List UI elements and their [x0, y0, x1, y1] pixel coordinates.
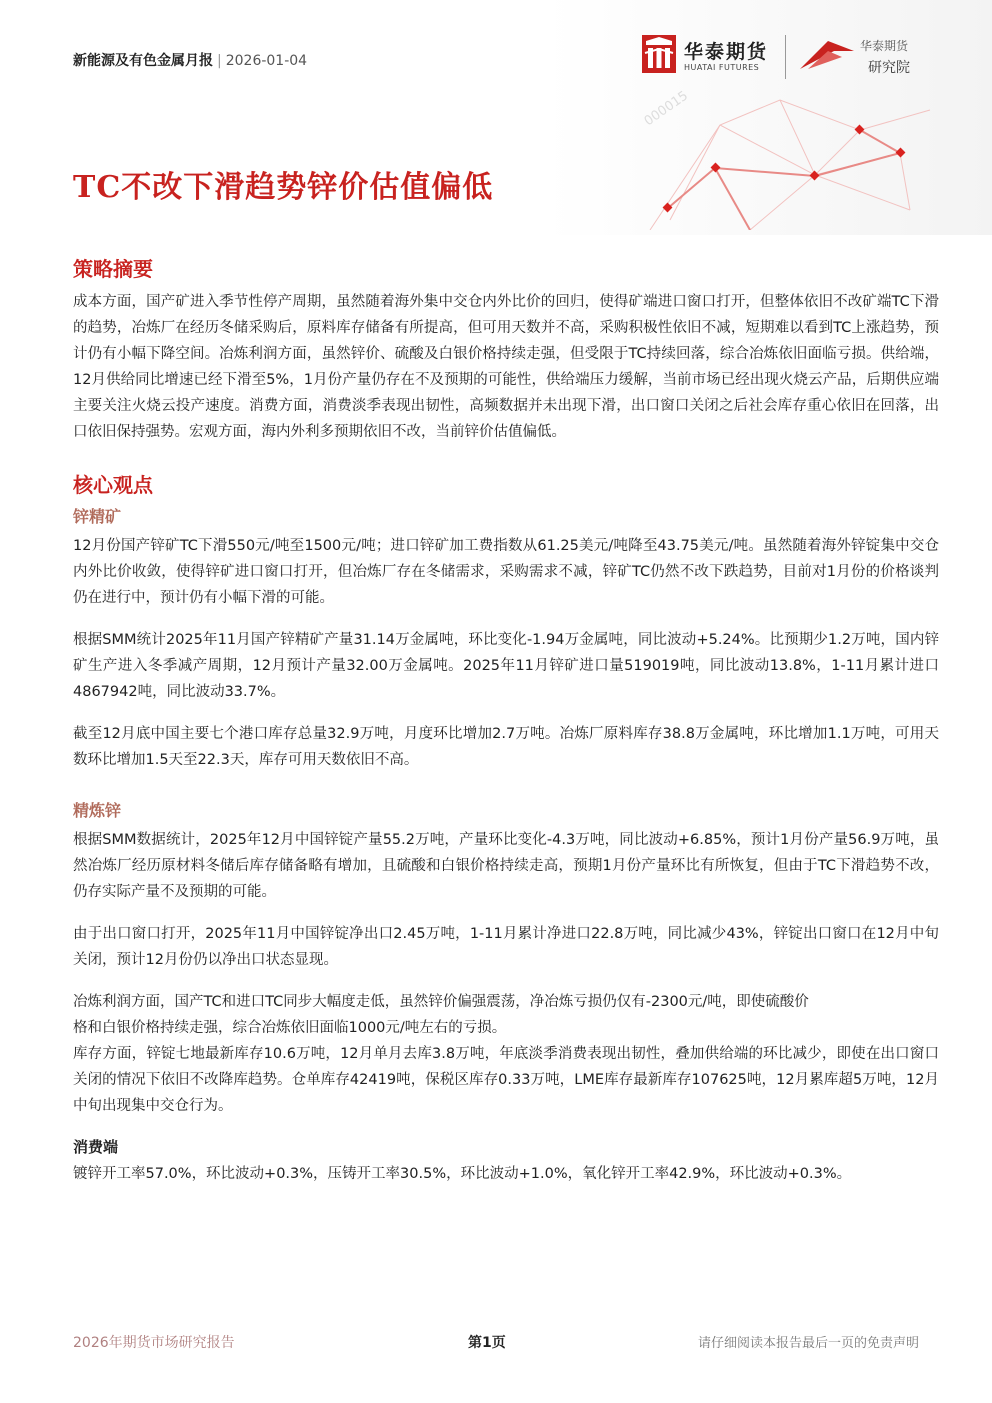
huatai-logo-icon: [642, 35, 676, 73]
report-date: 2026-01-04: [225, 53, 308, 69]
header-separator: |: [217, 53, 222, 69]
logo-chinese-name: 华泰期货: [684, 41, 769, 63]
refined-paragraph-1: 根据SMM数据统计，2025年12月中国锌锭产量55.2万吨，产量环比变化-4.3万吨，同比波动+6.85%，预计1月份产量56.9万吨，虽然冶炼厂经历原材料冬储后库存储备略有增加，且硫酸和白银价格持续走高，预期1月份产量环比有所恢复，但由于TC下滑趋势不改，仍存实际产量不及预期的可能。: [73, 832, 939, 900]
research-institute-logo: [798, 35, 928, 79]
concentrate-paragraph-2: 根据SMM统计2025年11月国产锌精矿产量31.14万金属吨，环比变化-1.94万金属吨，同比波动+5.24%。比预期少1.2万吨，国内锌矿生产进入冬季减产周期，12月预计产量32.00万金属吨。2025年11月锌矿进口量519019吨，同比波动13.8%，1-11月累计进口4867942吨，同比波动33.7%。: [73, 632, 939, 700]
institute-name: 华泰期货: [860, 39, 909, 53]
consumption-heading: 消费端: [73, 1138, 119, 1156]
institute-subtitle: 研究院: [868, 60, 910, 76]
consumption-paragraph: 镀锌开工率57.0%，环比波动+0.3%，压铸开工率30.5%，环比波动+1.0%，氧化锌开工率42.9%，环比波动+0.3%。: [73, 1166, 852, 1182]
report-title: TC不改下滑趋势锌价估值偏低: [73, 170, 494, 205]
concentrate-paragraph-3: 截至12月底中国主要七个港口库存总量32.9万吨，月度环比增加2.7万吨。冶炼厂原料库存38.8万金属吨，环比增加1.1万吨，可用天数环比增加1.5天至22.3天，库存可用天数依旧不高。: [73, 726, 939, 768]
report-body: [73, 255, 939, 1187]
institute-wing-icon: [798, 37, 856, 71]
report-name: 新能源及有色金属月报: [73, 53, 213, 69]
page-number: 第1页: [468, 1335, 506, 1351]
refined-paragraph-4: 库存方面，锌锭七地最新库存10.6万吨，12月单月去库3.8万吨，年底淡季消费表现出韧性，叠加供给端的环比减少，即使在出口窗口关闭的情况下依旧不改降库趋势。仓单库存42419吨，保税区库存0.33万吨，LME库存最新库存107625吨，12月累库超5万吨，12月中旬出现集中交仓行为。: [73, 1046, 939, 1114]
page-footer: [73, 1332, 919, 1356]
network-decoration: [600, 80, 940, 230]
strategy-summary-heading: 策略摘要: [73, 257, 153, 281]
logo-divider: [785, 35, 786, 79]
refined-paragraph-3b: 格和白银价格持续走强，综合冶炼依旧面临1000元/吨左右的亏损。: [73, 1020, 507, 1036]
footer-report-title: 2026年期货市场研究报告: [73, 1335, 235, 1351]
refined-zinc-heading: 精炼锌: [73, 801, 122, 820]
disclaimer-note: 请仔细阅读本报告最后一页的免责声明: [697, 1336, 919, 1351]
logo-english-name: HUATAI FUTURES: [684, 63, 760, 72]
strategy-summary-text: 成本方面，国产矿进入季节性停产周期，虽然随着海外集中交仓内外比价的回归，使得矿端进口窗口打开，但整体依旧不改矿端TC下滑的趋势，冶炼厂在经历冬储采购后，原料库存储备有所提高，但可用天数并不高，采购积极性依旧不减，短期难以看到TC上涨趋势，预计仍有小幅下降空间。冶炼利润方面，虽然锌价、硫酸及白银价格持续走强，但受限于TC持续回落，综合冶炼依旧面临亏损。供给端，12月供给同比增速已经下滑至5%，1月份产量仍存在不及预期的可能性，供给端压力缓解，当前市场已经出现火烧云产品，后期供应端主要关注火烧云投产速度。消费方面，消费淡季表现出韧性，高频数据并未出现下滑，出口窗口关闭之后社会库存重心依旧在回落，出口依旧保持强势。宏观方面，海内外利多预期依旧不改，当前锌价估值偏低。: [73, 294, 939, 440]
network-watermark-text: 000015: [641, 88, 691, 130]
refined-paragraph-2: 由于出口窗口打开，2025年11月中国锌锭净出口2.45万吨，1-11月累计净进口22.8万吨，同比减少43%，锌锭出口窗口在12月中旬关闭，预计12月份仍以净出口状态显现。: [73, 926, 939, 968]
refined-paragraph-3a: 冶炼利润方面，国产TC和进口TC同步大幅度走低，虽然锌价偏强震荡，净冶炼亏损仍仅有-2300元/吨，即使硫酸价: [73, 994, 809, 1010]
zinc-concentrate-heading: 锌精矿: [73, 507, 122, 526]
report-series-line: [73, 50, 307, 70]
page-header: [0, 0, 992, 235]
core-views-heading: 核心观点: [73, 473, 153, 497]
concentrate-paragraph-1: 12月份国产锌矿TC下滑550元/吨至1500元/吨；进口锌矿加工费指数从61.25美元/吨降至43.75美元/吨。虽然随着海外锌锭集中交仓内外比价收敛，使得锌矿进口窗口打开，但冶炼厂存在冬储需求，采购需求不减，锌矿TC仍然不改下跌趋势，目前对1月份的价格谈判仍在进行中，预计仍有小幅下滑的可能。: [73, 538, 939, 606]
